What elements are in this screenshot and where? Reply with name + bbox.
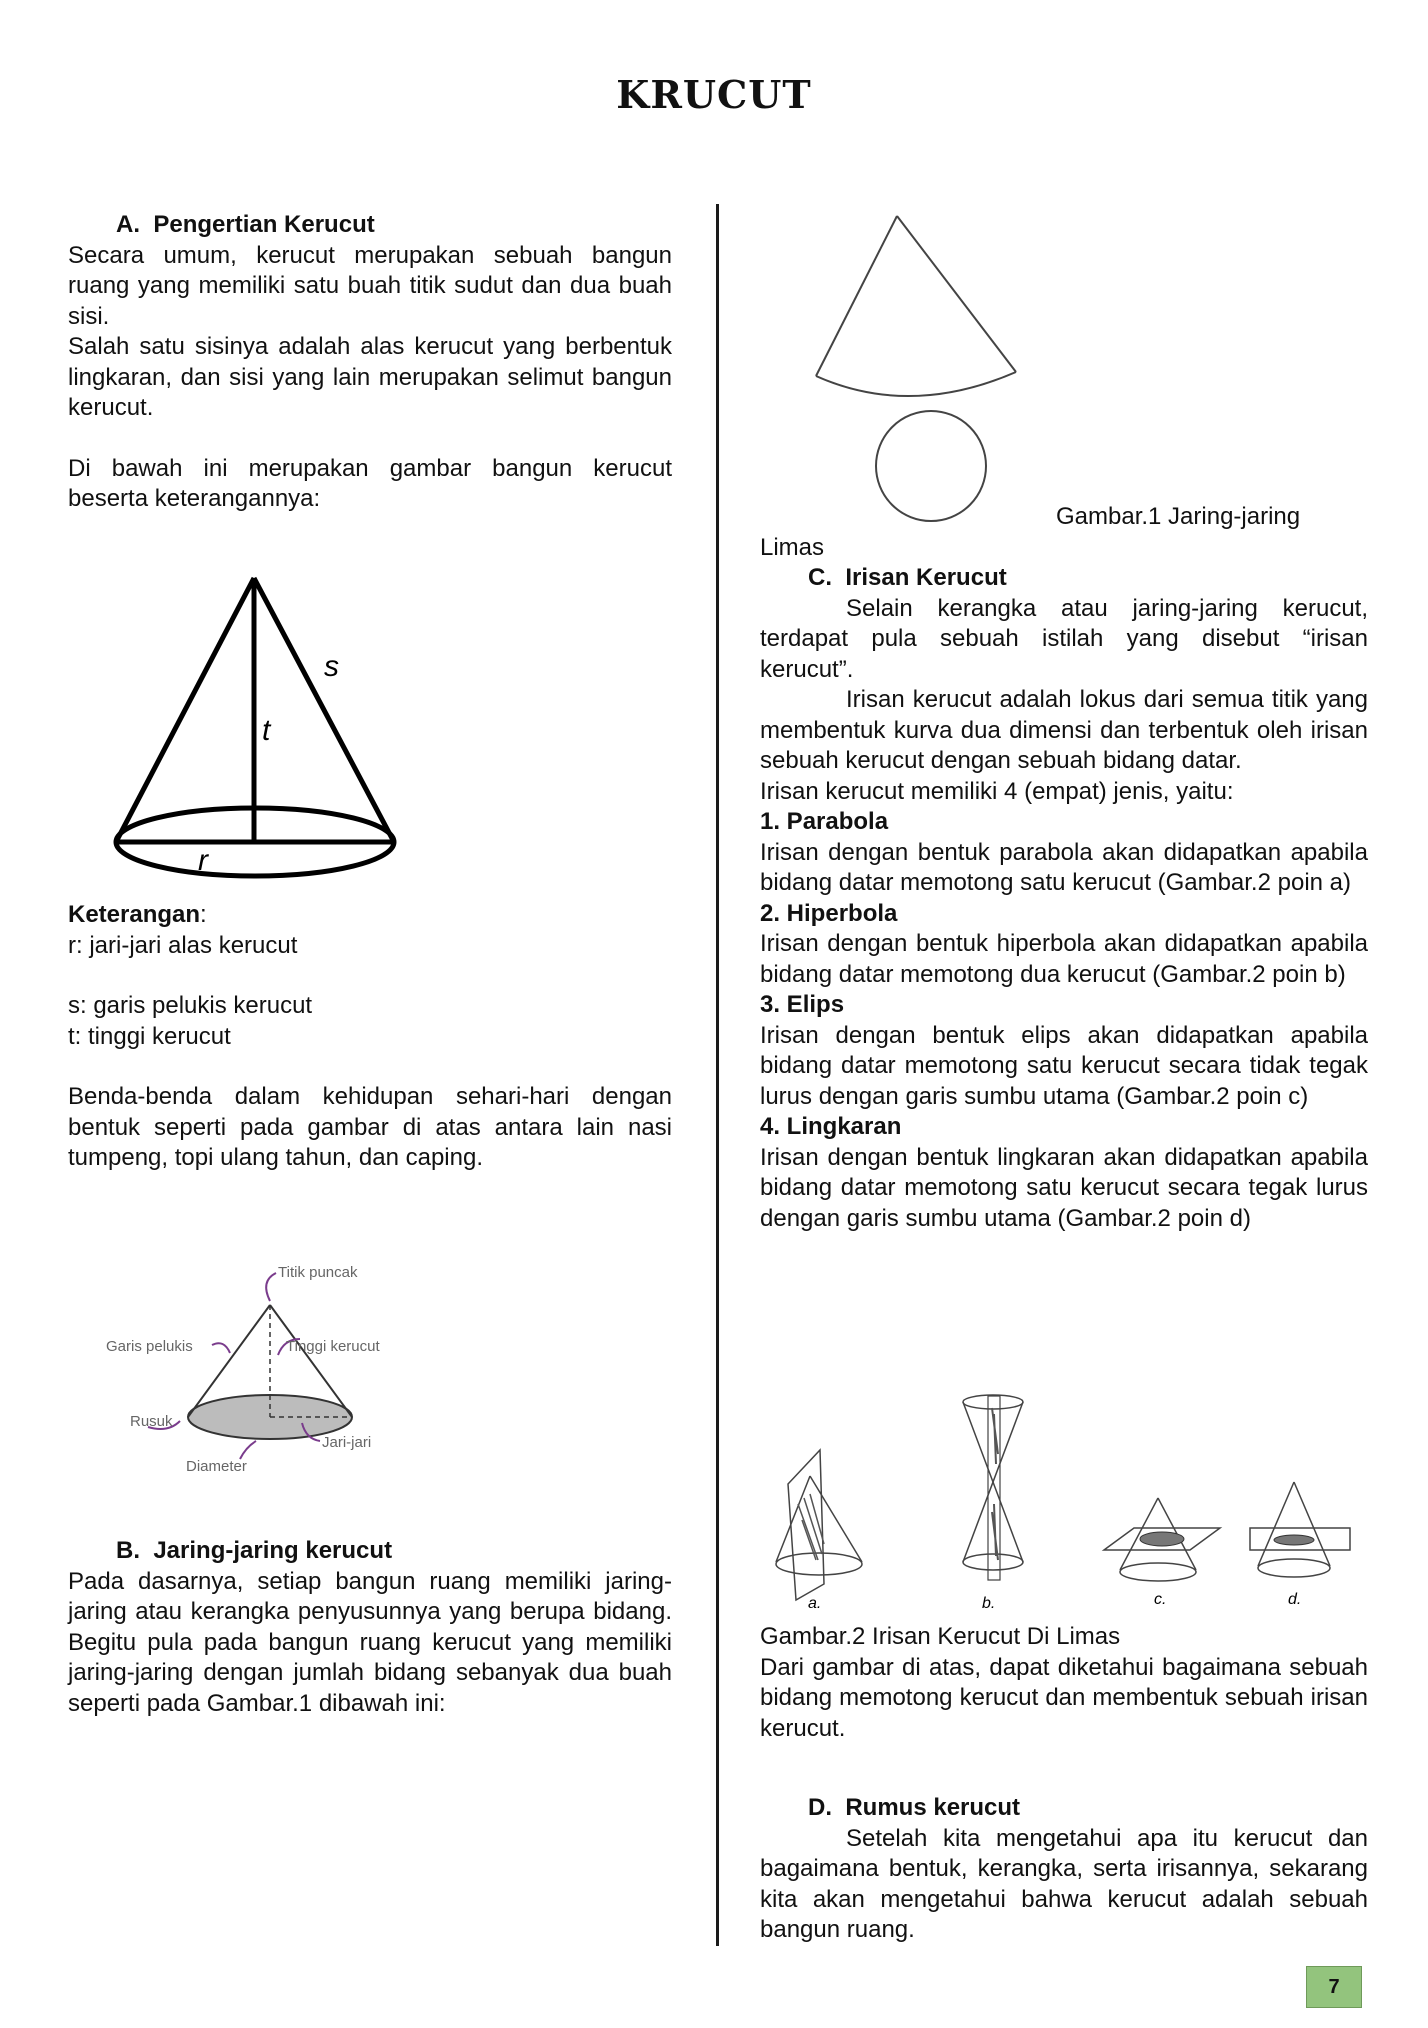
item-parabola-title: 1. Parabola — [760, 808, 889, 835]
section-b-para: Pada dasarnya, setiap bangun ruang memiliki jaring-jaring atau kerangka penyusunnya yang berupa bidang. Begitu pula pada bangun ruang kerucut yang memiliki jaring-jaring dengan jumlah bidang sebanyak dua buah seperti pada Gambar.1 dibawah ini: — [68, 1567, 672, 1717]
ket-r: r: jari-jari alas kerucut — [68, 931, 298, 959]
section-a — [68, 210, 672, 515]
section-c-heading: C. Irisan Kerucut — [808, 564, 1007, 591]
label-s: s — [324, 650, 339, 683]
section-a-para1: Secara umum, kerucut merupakan sebuah bangun ruang yang memiliki satu buah titik sudut dan dua buah sisi. — [68, 241, 672, 330]
section-a-para3: Di bawah ini merupakan gambar bangun kerucut beserta keterangannya: — [68, 454, 672, 512]
cone-slant-left — [116, 578, 254, 842]
labeled-cone-diagram — [100, 1255, 430, 1485]
figure1-caption-b: Limas — [760, 533, 825, 561]
section-b-heading: B. Jaring-jaring kerucut — [116, 1537, 393, 1564]
cone-net-diagram — [760, 208, 1020, 538]
item-hiperbola-title: 2. Hiperbola — [760, 899, 898, 927]
section-d — [760, 1793, 1368, 1946]
section-c-para1: Selain kerangka atau jaring-jaring kerucut, terdapat pula sebuah istilah yang disebut “irisan kerucut”. — [760, 594, 1368, 683]
figure1-caption-a: Gambar.1 Jaring-jaring — [1056, 503, 1301, 530]
label-titik-puncak: Titik puncak — [278, 1264, 358, 1281]
conic-c — [1104, 1498, 1220, 1608]
keterangan-title: Keterangan — [68, 901, 201, 928]
section-d-heading: D. Rumus kerucut — [808, 1794, 1021, 1821]
conic-a-label: a. — [808, 1595, 822, 1612]
page-title: KRUCUT — [616, 72, 812, 117]
item-lingkaran-title: 4. Lingkaran — [760, 1113, 902, 1140]
keterangan-colon: : — [200, 901, 207, 928]
label-garis-pelukis: Garis pelukis — [106, 1338, 193, 1355]
section-a-para2: Salah satu sisinya adalah alas kerucut yang berbentuk lingkaran, dan sisi yang lain merupakan selimut bangun kerucut. — [68, 333, 672, 421]
keterangan — [68, 900, 672, 1174]
net-sector-arc — [816, 372, 1016, 396]
item-parabola-text: Irisan dengan bentuk parabola akan didapatkan apabila bidang datar memotong satu kerucut (Gambar.2 poin a) — [760, 838, 1368, 896]
label-t: t — [262, 714, 271, 747]
section-c-para2: Irisan kerucut adalah lokus dari semua titik yang membentuk kurva dua dimensi dan terbentuk oleh irisan sebuah kerucut dengan sebuah bidang datar. — [760, 686, 1368, 774]
conic-d — [1250, 1482, 1350, 1608]
label-jari-jari: Jari-jari — [322, 1434, 372, 1451]
label-rusuk: Rusuk — [130, 1413, 173, 1430]
ket-s: s: garis pelukis kerucut — [68, 992, 313, 1019]
label-diameter: Diameter — [186, 1458, 247, 1475]
section-c — [760, 563, 1368, 1234]
section-a-heading: A. Pengertian Kerucut — [116, 211, 375, 238]
item-lingkaran-text: Irisan dengan bentuk lingkaran akan didapatkan apabila bidang datar memotong satu kerucut secara tegak lurus dengan garis sumbu utama (Gambar.2 poin d) — [760, 1143, 1368, 1232]
section-c-intro: Irisan kerucut memiliki 4 (empat) jenis, yaitu: — [760, 777, 1234, 805]
conic-b — [963, 1395, 1023, 1612]
item-elips-text: Irisan dengan bentuk elips akan didapatkan apabila bidang datar memotong satu kerucut secara tidak tegak lurus dengan garis sumbu utama (Gambar.2 poin c) — [760, 1021, 1368, 1110]
figure2-caption: Gambar.2 Irisan Kerucut Di Limas — [760, 1623, 1121, 1650]
item-hiperbola-text: Irisan dengan bentuk hiperbola akan didapatkan apabila bidang datar memotong dua kerucut (Gambar.2 poin b) — [760, 930, 1368, 988]
figure2-text — [760, 1622, 1368, 1744]
label-r: r — [198, 844, 208, 877]
ket-t: t: tinggi kerucut — [68, 1022, 231, 1050]
section-a-para4: Benda-benda dalam kehidupan sehari-hari dengan bentuk seperti pada gambar di atas antara lain nasi tumpeng, topi ulang tahun, dan caping. — [68, 1083, 672, 1171]
item-elips-title: 3. Elips — [760, 991, 845, 1018]
section-d-para: Setelah kita mengetahui apa itu kerucut dan bagaimana bentuk, kerangka, serta irisannya, sekarang kita akan mengetahui bahwa kerucut adalah sebuah bangun ruang. — [760, 1824, 1368, 1943]
cone-diagram — [108, 570, 408, 880]
page-number: 7 — [1306, 1966, 1362, 2008]
section-b — [68, 1536, 672, 1719]
section-c-para3: Dari gambar di atas, dapat diketahui bagaimana sebuah bidang memotong kerucut dan membentuk sebuah irisan kerucut. — [760, 1653, 1368, 1742]
conic-c-label: c. — [1154, 1591, 1167, 1608]
column-divider — [716, 204, 719, 1946]
conic-d-label: d. — [1288, 1591, 1302, 1608]
figure1-caption — [760, 502, 1368, 563]
conic-b-label: b. — [982, 1595, 996, 1612]
conic-sections-diagram — [758, 1394, 1362, 1614]
label-tinggi-kerucut: Tinggi kerucut — [286, 1338, 380, 1355]
cone-slant-right — [254, 578, 394, 842]
conic-a — [776, 1450, 862, 1612]
